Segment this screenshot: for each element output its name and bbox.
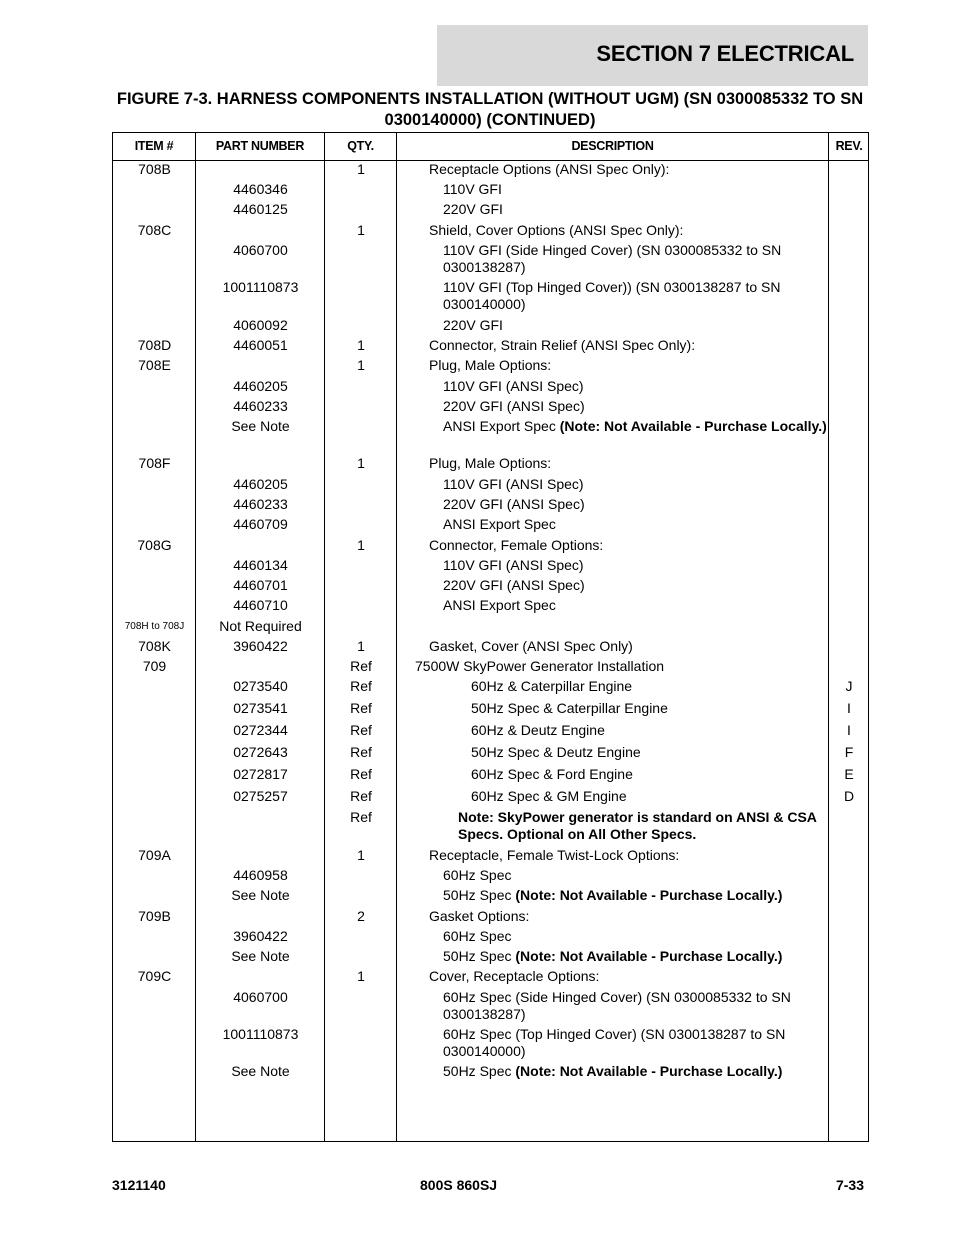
description-note: (Note: Not Available - Purchase Locally.) [515, 948, 783, 964]
part-number-cell: See Note [231, 418, 290, 434]
description-cell [443, 989, 831, 1023]
description-cell [443, 398, 831, 415]
description-cell [429, 337, 815, 354]
description-text: 60Hz Spec & Ford Engine [471, 766, 633, 782]
quantity-cell: 1 [357, 847, 365, 863]
footer-document-number: 3121140 [112, 1177, 166, 1193]
part-number-cell: See Note [231, 1063, 290, 1079]
part-number-cell: 4460709 [233, 516, 288, 532]
description-text: 60Hz Spec [443, 867, 512, 883]
description-cell [443, 1063, 831, 1080]
part-number-cell: 4060092 [233, 317, 288, 333]
quantity-cell: 1 [357, 357, 365, 373]
part-number-cell: 0275257 [233, 788, 288, 804]
item-number-cell: 708H to 708J [124, 621, 185, 632]
column-header-item: ITEM # [134, 139, 174, 153]
quantity-cell: 1 [357, 968, 365, 984]
section-title: SECTION 7 ELECTRICAL [596, 41, 854, 66]
part-number-cell: 4460205 [233, 378, 288, 394]
part-number-cell: See Note [231, 948, 290, 964]
description-text: 220V GFI (ANSI Spec) [443, 398, 585, 414]
description-cell [429, 455, 815, 472]
item-number-cell: 708G [137, 537, 172, 553]
description-cell [429, 638, 815, 655]
description-text: 60Hz Spec & GM Engine [471, 788, 627, 804]
description-text: 110V GFI [443, 181, 502, 197]
description-cell [471, 722, 829, 739]
item-number-cell: 709A [138, 847, 171, 863]
part-number-cell: 1001110873 [222, 279, 299, 295]
column-header-description: DESCRIPTION [571, 139, 654, 153]
item-number-cell: 709 [142, 658, 167, 674]
description-cell [443, 1026, 831, 1060]
part-number-cell: 0272344 [233, 722, 288, 738]
item-number-cell: 708C [137, 222, 172, 238]
description-text: Receptacle, Female Twist-Lock Options: [429, 847, 680, 863]
part-number-cell: 3960422 [233, 928, 288, 944]
description-cell [443, 516, 831, 533]
description-cell [443, 577, 831, 594]
revision-cell: F [844, 744, 854, 760]
description-cell [443, 887, 831, 904]
quantity-cell: Ref [350, 766, 372, 782]
description-cell [471, 678, 829, 695]
revision-cell: D [843, 788, 855, 804]
part-number-cell: 0272817 [233, 766, 288, 782]
quantity-cell: 1 [357, 161, 365, 177]
revision-cell: I [847, 722, 851, 738]
column-header-part-number: PART NUMBER [215, 139, 305, 153]
item-number-cell: 709C [137, 968, 172, 984]
description-cell [443, 181, 831, 198]
part-number-cell: 4460233 [233, 496, 288, 512]
description-text: 50Hz Spec & Deutz Engine [471, 744, 641, 760]
description-cell [443, 597, 831, 614]
part-number-cell: 1001110873 [222, 1026, 299, 1042]
part-number-cell: See Note [231, 887, 290, 903]
part-number-cell: 0272643 [233, 744, 288, 760]
description-text: 60Hz Spec [443, 928, 512, 944]
quantity-cell: 1 [357, 222, 365, 238]
description-text: Gasket Options: [429, 908, 530, 924]
description-text: 7500W SkyPower Generator Installation [415, 658, 665, 674]
description-cell [429, 357, 815, 374]
description-text: 60Hz Spec (Top Hinged Cover) (SN 0300138287 to SN 0300140000) [443, 1026, 786, 1059]
quantity-cell: 1 [357, 638, 365, 654]
part-number-cell: 4460958 [233, 867, 288, 883]
description-cell [443, 418, 831, 435]
item-number-cell: 708K [138, 638, 171, 654]
column-divider [396, 133, 397, 1141]
item-number-cell: 708F [138, 455, 171, 471]
description-text: 110V GFI (Side Hinged Cover) (SN 0300085332 to SN 0300138287) [443, 242, 782, 275]
description-text: Cover, Receptacle Options: [429, 968, 600, 984]
part-number-cell: 4460205 [233, 476, 288, 492]
description-text: 220V GFI [443, 201, 503, 217]
description-note: (Note: Not Available - Purchase Locally.) [559, 418, 827, 434]
description-cell [443, 378, 831, 395]
quantity-cell: Ref [350, 678, 372, 694]
description-text: Connector, Female Options: [429, 537, 604, 553]
part-number-cell: 4060700 [233, 989, 288, 1005]
quantity-cell: Ref [350, 744, 372, 760]
description-text: ANSI Export Spec [443, 516, 556, 532]
part-number-cell: 0273540 [233, 678, 288, 694]
description-cell [429, 908, 815, 925]
quantity-cell: Ref [350, 809, 372, 825]
description-cell [443, 317, 831, 334]
description-cell [429, 968, 815, 985]
part-number-cell: 3960422 [233, 638, 288, 654]
item-number-cell: 708B [138, 161, 171, 177]
column-header-qty: QTY. [347, 139, 374, 153]
description-text: 60Hz & Caterpillar Engine [471, 678, 633, 694]
description-cell [443, 279, 831, 313]
revision-cell: J [845, 678, 853, 694]
description-cell [443, 476, 831, 493]
description-text: 110V GFI (ANSI Spec) [443, 378, 584, 394]
description-cell [429, 222, 815, 239]
quantity-cell: 2 [357, 908, 365, 924]
description-note: (Note: Not Available - Purchase Locally.) [515, 1063, 783, 1079]
description-text: 110V GFI (ANSI Spec) [443, 476, 584, 492]
figure-title: FIGURE 7-3. HARNESS COMPONENTS INSTALLATION (WITHOUT UGM) (SN 0300085332 TO SN 0300140000) (CONTINUED) [116, 90, 864, 129]
section-header [437, 25, 868, 86]
part-number-cell: Not Required [219, 618, 302, 634]
description-cell [443, 242, 831, 276]
description-cell [471, 700, 829, 717]
item-number-cell: 709B [138, 908, 171, 924]
part-number-cell: 4460051 [233, 337, 288, 353]
description-cell [443, 948, 831, 965]
footer-page-number: 7-33 [835, 1177, 864, 1193]
description-text: 110V GFI (Top Hinged Cover)) (SN 0300138287 to SN 0300140000) [443, 279, 781, 312]
description-cell [429, 847, 815, 864]
revision-cell: E [844, 766, 854, 782]
part-number-cell: 4460346 [233, 181, 288, 197]
description-text: 60Hz & Deutz Engine [471, 722, 605, 738]
description-text: Shield, Cover Options (ANSI Spec Only): [429, 222, 684, 238]
description-cell [471, 744, 829, 761]
part-number-cell: 4460701 [233, 577, 288, 593]
item-number-cell: 708D [137, 337, 172, 353]
quantity-cell: Ref [350, 700, 372, 716]
revision-cell: I [847, 700, 851, 716]
description-text: 50Hz Spec & Caterpillar Engine [471, 700, 668, 716]
part-number-cell: 4460233 [233, 398, 288, 414]
part-number-cell: 4460125 [233, 201, 288, 217]
description-cell [429, 161, 815, 178]
description-text: Receptacle Options (ANSI Spec Only): [429, 161, 670, 177]
description-cell [443, 496, 831, 513]
quantity-cell: 1 [357, 455, 365, 471]
description-cell [443, 928, 831, 945]
description-text: 50Hz Spec [443, 1063, 516, 1079]
description-cell [443, 867, 831, 884]
description-text: ANSI Export Spec [443, 597, 556, 613]
column-header-rev: REV. [835, 139, 863, 153]
description-text: Connector, Strain Relief (ANSI Spec Only): [429, 337, 696, 353]
description-text: 110V GFI (ANSI Spec) [443, 557, 584, 573]
quantity-cell: 1 [357, 337, 365, 353]
description-cell [443, 557, 831, 574]
part-number-cell: 4460134 [233, 557, 288, 573]
quantity-cell: Ref [350, 788, 372, 804]
part-number-cell: 4060700 [233, 242, 288, 258]
description-text: Gasket, Cover (ANSI Spec Only) [429, 638, 633, 654]
description-cell [471, 766, 829, 783]
description-cell [415, 658, 815, 675]
description-text: 220V GFI [443, 317, 503, 333]
footer-model: 800S 860SJ [420, 1177, 498, 1193]
part-number-cell: 4460710 [233, 597, 288, 613]
description-text: 220V GFI (ANSI Spec) [443, 577, 585, 593]
description-cell [471, 788, 829, 805]
description-cell [429, 537, 815, 554]
description-text: Plug, Male Options: [429, 357, 552, 373]
parts-table [112, 132, 869, 1142]
description-text: 50Hz Spec [443, 948, 516, 964]
description-note: Note: SkyPower generator is standard on ANSI & CSA Specs. Optional on All Other Specs. [458, 809, 817, 842]
description-text: ANSI Export Spec [443, 418, 560, 434]
description-cell [443, 201, 831, 218]
description-cell [458, 809, 830, 843]
description-note: (Note: Not Available - Purchase Locally.) [515, 887, 783, 903]
description-text: 50Hz Spec [443, 887, 516, 903]
description-text: 220V GFI (ANSI Spec) [443, 496, 585, 512]
item-number-cell: 708E [138, 357, 171, 373]
quantity-cell: Ref [350, 658, 372, 674]
description-text: Plug, Male Options: [429, 455, 552, 471]
part-number-cell: 0273541 [233, 700, 288, 716]
quantity-cell: Ref [350, 722, 372, 738]
description-text: 60Hz Spec (Side Hinged Cover) (SN 0300085332 to SN 0300138287) [443, 989, 791, 1022]
quantity-cell: 1 [357, 537, 365, 553]
